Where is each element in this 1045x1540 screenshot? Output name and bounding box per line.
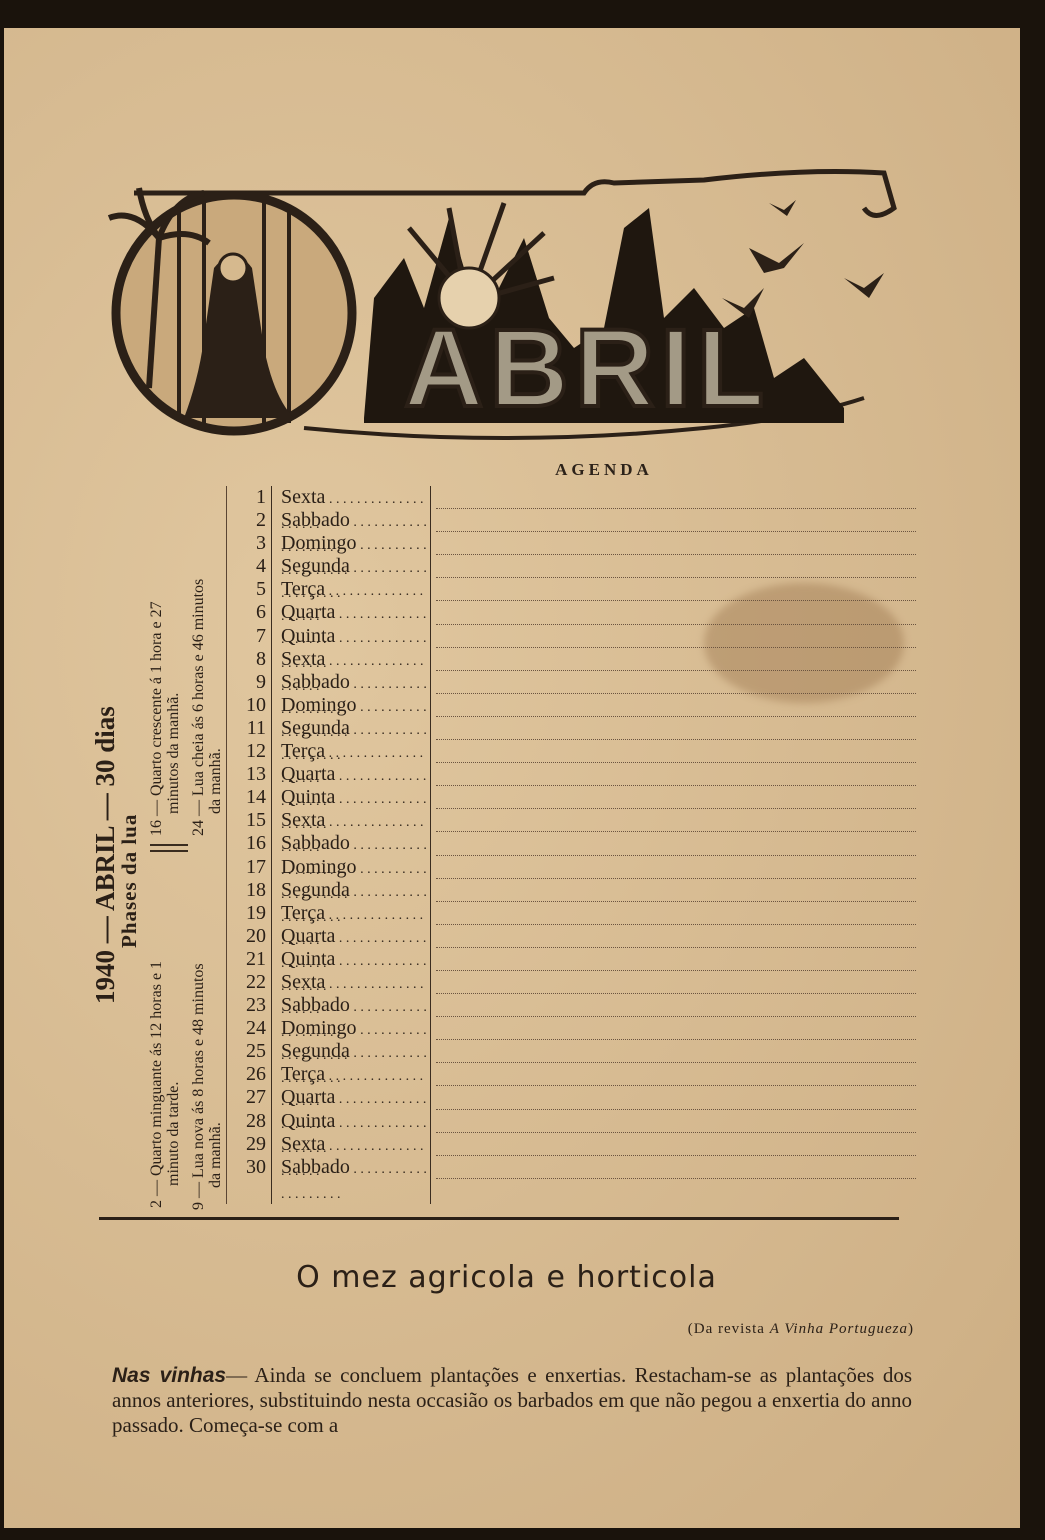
day-number: 10 [246, 693, 266, 716]
day-name: Sabbado . . . [281, 832, 429, 882]
note-line [436, 578, 916, 601]
agenda-notes-area [436, 486, 916, 1179]
day-row [230, 1110, 430, 1133]
note-line [436, 902, 916, 925]
day-number: 3 [256, 532, 266, 555]
day-row [230, 832, 430, 855]
article-source: (Da revista A Vinha Portugueza) [687, 1321, 914, 1337]
day-row [230, 1086, 430, 1109]
moon-phase-entry: 16 — Quarto crescente á 1 hora e 27 minutos da manhã. [148, 601, 182, 836]
day-name: Terça . . . [281, 578, 429, 628]
agenda-heading: AGENDA [555, 460, 653, 479]
day-number: 21 [246, 947, 266, 970]
day-row [230, 948, 430, 971]
day-row [230, 1133, 430, 1156]
day-row [230, 786, 430, 809]
day-number: 26 [246, 1063, 266, 1086]
note-line [436, 717, 916, 740]
note-line [436, 1133, 916, 1156]
note-line [436, 994, 916, 1017]
day-name: Sexta . . . [281, 648, 429, 698]
day-name: Domingo . . . [281, 856, 429, 906]
day-number: 28 [246, 1109, 266, 1132]
day-row [230, 509, 430, 532]
day-name: Domingo . . . [281, 694, 429, 744]
note-line [436, 740, 916, 763]
day-row [230, 717, 430, 740]
phase-divider [150, 850, 188, 852]
day-number: 11 [246, 716, 266, 739]
day-number: 27 [246, 1086, 266, 1109]
day-number: 22 [246, 970, 266, 993]
day-name: Quinta . . . [281, 625, 429, 675]
article-body [112, 1363, 912, 1438]
calendar-title: 1940 — ABRIL — 30 dias [90, 706, 120, 1004]
note-line [436, 1086, 916, 1109]
day-number: 15 [246, 809, 266, 832]
day-row [230, 994, 430, 1017]
abril-header-illustration [104, 148, 904, 458]
note-line [436, 601, 916, 624]
day-name: Sabbado . . . [281, 509, 429, 559]
day-number: 14 [246, 786, 266, 809]
day-number: 24 [246, 1017, 266, 1040]
day-name: Segunda . . . [281, 555, 429, 605]
note-line [436, 1040, 916, 1063]
note-line [436, 625, 916, 648]
day-row [230, 971, 430, 994]
day-number: 8 [256, 647, 266, 670]
note-line [436, 809, 916, 832]
day-row [230, 809, 430, 832]
day-row [230, 648, 430, 671]
day-list [230, 486, 430, 1179]
article-lead: Nas vinhas [112, 1364, 227, 1387]
note-line [436, 532, 916, 555]
day-number: 13 [246, 763, 266, 786]
note-line [436, 925, 916, 948]
day-name: Domingo . . . [281, 1017, 429, 1067]
day-name: Quarta . . . [281, 1086, 429, 1136]
day-name: Sabbado . . . [281, 671, 429, 721]
note-line [436, 509, 916, 532]
phase-divider [150, 844, 188, 846]
note-line [436, 832, 916, 855]
note-line [436, 948, 916, 971]
day-name: Quarta . . . [281, 763, 429, 813]
note-line [436, 879, 916, 902]
moon-phase-entry: 24 — Lua cheia ás 6 horas e 46 minutos da manhã. [190, 578, 224, 836]
day-number: 23 [246, 994, 266, 1017]
day-row [230, 601, 430, 624]
day-row [230, 1017, 430, 1040]
note-line [436, 694, 916, 717]
day-row [230, 671, 430, 694]
day-number: 19 [246, 901, 266, 924]
day-row [230, 578, 430, 601]
note-line [436, 786, 916, 809]
almanac-page [4, 28, 1020, 1528]
day-name: Terça . . . [281, 902, 429, 952]
day-row [230, 856, 430, 879]
day-number: 5 [256, 578, 266, 601]
day-number: 7 [256, 624, 266, 647]
moon-phase-entry: 9 — Lua nova ás 8 horas e 48 minutos da manhã. [190, 963, 224, 1210]
day-name: Segunda . . . [281, 717, 429, 767]
article-text: — Ainda se concluem plantações e enxertias. Restacham-se as plantações dos annos anteriores, substituindo nesta occasião os barbados em que não pegou a enxertia do anno passado. Começa-se com a [112, 1363, 912, 1437]
column-rule [430, 486, 431, 1204]
day-name: Sabbado . . . [281, 994, 429, 1044]
column-rule [226, 486, 227, 1204]
moon-phases-title: Phases da lua [117, 813, 141, 948]
day-number: 29 [246, 1132, 266, 1155]
day-number: 25 [246, 1040, 266, 1063]
day-number: 2 [256, 509, 266, 532]
day-name: Quarta . . . [281, 601, 429, 651]
day-row [230, 925, 430, 948]
day-name: Quinta . . . [281, 1110, 429, 1160]
day-row [230, 1040, 430, 1063]
day-name: Quinta . . . [281, 948, 429, 998]
note-line [436, 671, 916, 694]
note-line [436, 1063, 916, 1086]
note-line [436, 555, 916, 578]
day-number: 18 [246, 878, 266, 901]
day-row [230, 740, 430, 763]
day-name: Sexta . . . [281, 809, 429, 859]
day-name: Sexta . . . [281, 486, 429, 536]
day-name: Terça . . . [281, 1063, 429, 1113]
day-number: 30 [246, 1155, 266, 1178]
day-name: Sexta . . . [281, 1133, 429, 1183]
day-number: 17 [246, 855, 266, 878]
note-line [436, 1017, 916, 1040]
day-row [230, 625, 430, 648]
note-line [436, 1156, 916, 1179]
day-row [230, 879, 430, 902]
day-row [230, 694, 430, 717]
day-number: 4 [256, 555, 266, 578]
moon-phase-entry: 2 — Quarto minguante ás 12 horas e 1 minuto da tarde. [148, 960, 182, 1208]
day-row [230, 1156, 430, 1179]
day-name: Domingo . . . [281, 532, 429, 582]
abril-lettering: ABRIL [404, 307, 771, 430]
note-line [436, 1110, 916, 1133]
day-number: 16 [246, 832, 266, 855]
day-name: Segunda . . . [281, 879, 429, 929]
day-number: 20 [246, 924, 266, 947]
day-row [230, 555, 430, 578]
day-row [230, 1063, 430, 1086]
day-row [230, 902, 430, 925]
day-number: 1 [256, 486, 266, 508]
day-name: Sexta . . . [281, 971, 429, 1021]
day-row [230, 486, 430, 509]
note-line [436, 971, 916, 994]
day-name: Terça . . . [281, 740, 429, 790]
day-row [230, 763, 430, 786]
day-name: Sabbado . . . [281, 1156, 429, 1206]
day-name: Quarta . . . [281, 925, 429, 975]
note-line [436, 763, 916, 786]
day-row [230, 532, 430, 555]
day-name: Quinta . . . [281, 786, 429, 836]
day-name: Segunda . . . [281, 1040, 429, 1090]
article-title: O mez agricola e horticola [296, 1260, 717, 1295]
note-line [436, 856, 916, 879]
day-number: 9 [256, 670, 266, 693]
note-line [436, 486, 916, 509]
day-number: 12 [246, 740, 266, 763]
section-divider [99, 1217, 899, 1220]
day-number: 6 [256, 601, 266, 624]
note-line [436, 648, 916, 671]
